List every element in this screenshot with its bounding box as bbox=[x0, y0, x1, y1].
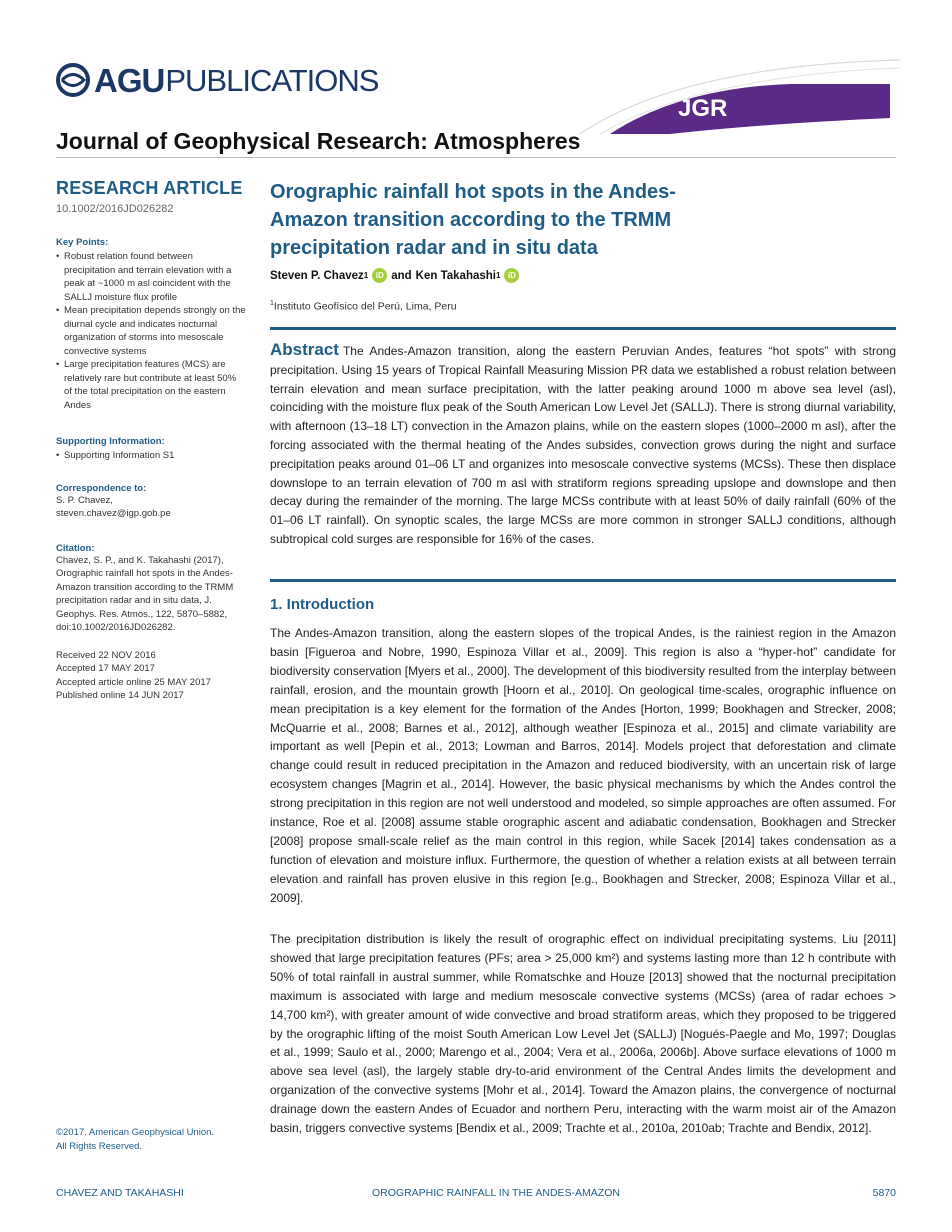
agu-publications-logo bbox=[56, 60, 378, 100]
intro-paragraph-1: The Andes-Amazon transition, along the eastern slopes of the tropical Andes, is the rainiest region in the Amazon basin [Figueroa and Nobre, 1990, Espinoza Villar et al., 2009]. This region is also a “hyper-hot” candidate for biodiversity conservation [Myers et al., 2000]. The development of this biodiversity resulted from the interplay between rainfall, erosion, and the mountain growth [Hoorn et al., 2010]. On geological time-scales, orographic influence on mean precipitation is a key element for the formation of the Andes [Horton, 1999; Bookhagen and Strecker, 2008; McQuarrie et al., 2008; Barnes et al., 2012], although weather [Espinoza et al., 2015] and climate variability are important as well [Pepin et al., 2013; Lowman and Barros, 2014]. Models project that deforestation and climate change could result in reduced precipitation in the Amazon and reduced biodiversity, with an uncertain risk of large ecosystem changes [Magrin et al., 2014]. However, the basic physical mechanisms by which the Andes control the strong precipitation in this region are not well understood and modeled, so simple approaches are often assumed. For instance, Roe et al. [2008] assume stable orographic ascent and adiabatic condensation, Bookhagen and Strecker [2008] propose small-scale relief as the main control in this region, while Sacek [2014] takes condensation as a function of elevation and moisture influx. Furthermore, the question of whether a relation exists at all between terrain elevation and rainfall has proven elusive in this region [e.g., Bookhagen and Strecker, 2008; Espinoza Villar et al., 2009]. bbox=[270, 626, 896, 905]
date-published: Published online 14 JUN 2017 bbox=[56, 690, 184, 701]
correspondence-name: S. P. Chavez, bbox=[56, 494, 113, 506]
supporting-info-list bbox=[56, 449, 246, 463]
orcid-icon[interactable]: iD bbox=[504, 268, 519, 283]
sidebar bbox=[56, 178, 246, 703]
jgr-label: JGR bbox=[678, 95, 728, 122]
key-point: • Large precipitation features (MCS) are relatively rare but contribute at least 50% of the total precipitation on the eastern Andes bbox=[56, 358, 246, 412]
section-divider bbox=[270, 579, 896, 582]
date-received: Received 22 NOV 2016 bbox=[56, 649, 156, 661]
author-2-sup: 1 bbox=[496, 271, 501, 280]
copyright bbox=[56, 1126, 214, 1154]
supporting-info-heading: Supporting Information: bbox=[56, 436, 165, 447]
article-title: Orographic rainfall hot spots in the Andes-Amazon transition according to the TRMM precipitation radar and in situ data bbox=[270, 181, 676, 259]
orcid-icon[interactable]: iD bbox=[372, 268, 387, 283]
header-divider bbox=[56, 157, 896, 158]
rights-line: All Rights Reserved. bbox=[56, 1141, 143, 1152]
authors bbox=[270, 268, 523, 283]
doi[interactable]: 10.1002/2016JD026282 bbox=[56, 203, 174, 215]
correspondence-heading: Correspondence to: bbox=[56, 482, 147, 494]
key-point: • Mean precipitation depends strongly on the diurnal cycle and indicates nocturnal organization of storms into mesoscale convective systems bbox=[56, 304, 246, 358]
correspondence-email[interactable]: steven.chavez@igp.gob.pe bbox=[56, 508, 171, 519]
journal-title: Journal of Geophysical Research: Atmospheres bbox=[56, 128, 581, 154]
agu-wordmark: AGU bbox=[94, 61, 165, 99]
citation-heading: Citation: bbox=[56, 542, 95, 554]
date-online: Accepted article online 25 MAY 2017 bbox=[56, 676, 211, 688]
author-conjunction: and bbox=[391, 269, 412, 282]
abstract-divider bbox=[270, 327, 896, 330]
agu-globe-icon bbox=[56, 63, 90, 97]
date-accepted: Accepted 17 MAY 2017 bbox=[56, 663, 155, 674]
author-1: Steven P. Chavez bbox=[270, 269, 364, 282]
author-1-sup: 1 bbox=[363, 271, 369, 280]
article-type: RESEARCH ARTICLE bbox=[56, 178, 243, 198]
jgr-banner bbox=[560, 58, 900, 134]
abstract-label: Abstract bbox=[270, 340, 339, 359]
footer-running-title: OROGRAPHIC RAINFALL IN THE ANDES-AMAZON bbox=[372, 1187, 620, 1199]
affiliation-sup: 1 bbox=[270, 300, 274, 307]
affiliation-text: Instituto Geofísico del Perú, Lima, Peru bbox=[273, 300, 457, 313]
affiliation bbox=[270, 300, 457, 313]
abstract-text: The Andes-Amazon transition, along the eastern Peruvian Andes, features “hot spots” with strong precipitation. Using 15 years of Tropical Rainfall Measuring Mission PR data we established a robust relation between terrain elevation and mean surface precipitation, with the latter peaking around 1000 m above sea level (asl), coinciding with the moisture flux peak of the South American Low Level Jet (SALLJ). There is strong diurnal variability, with afternoon (13–18 LT) convection in the Amazon plains, while on the eastern slopes (1000–2000 m asl), after the forcing associated with the thermal heating of the Andes subsides, convection grows during the night and surface precipitation peaks around 01–06 LT and organizes into mesoscale convective systems (MCSs). These then displace downslope to an terrain elevation of 700 m asl with stratiform regions spreading upslope and downslope and then decay during the remainder of the morning. The large MCSs contribute with at least 50% of daily rainfall (60% of the 01–06 LT rainfall). On synoptic scales, the large MCSs are more common in stronger SALLJ conditions, although subtropical cold surges are responsible for 16% of the cases. bbox=[270, 344, 896, 546]
author-2: Ken Takahashi bbox=[415, 269, 496, 282]
abstract bbox=[270, 341, 896, 549]
key-point: • Robust relation found between precipitation and terrain elevation with a peak at ~1000 m asl coincident with the SALLJ moisture flux profile bbox=[56, 250, 246, 304]
key-points-heading: Key Points: bbox=[56, 237, 109, 248]
publications-wordmark: PUBLICATIONS bbox=[165, 62, 379, 98]
intro-paragraph-2: The precipitation distribution is likely the result of orographic effect on individual precipitating systems. Liu [2011] showed that large precipitation features (PFs; area > 25,000 km²) and systems lasting more than 12 h contribute with 50% of total rainfall in austral summer, while Romatschke and Houze [2013] showed that the nocturnal precipitation maximum is associated with large and medium mesoscale convective systems (MCSs) (area of radar echoes > 14,700 km²), with greater amount of wide convective and broad stratiform areas, which they proposed to be triggered by the orographic lifting of the moist South American Low Level Jet (SALLJ) [Nogués-Paegle and Mo, 1997; Douglas et al., 1999; Saulo et al., 2000; Marengo et al., 2004; Vera et al., 2006a, 2006b]. Above surface elevations of 1000 m above sea level (asl), the largely stable dry-to-arid environment of the Central Andes limits the development and organization of the convective systems [Mohr et al., 2014]. Toward the Amazon plains, the convergence of nocturnal drainage down the eastern Andes of Ecuador and northern Peru, interacting with the warm moist air of the Amazon basin, triggers convective systems [Bendix et al., 2009; Trachte et al., 2010a, 2010ab; Trachte and Bendix, 2012]. bbox=[270, 932, 896, 1136]
supporting-info-link[interactable]: • Supporting Information S1 bbox=[56, 449, 246, 463]
page-number: 5870 bbox=[872, 1187, 896, 1199]
article-dates bbox=[56, 649, 246, 703]
section-title: 1. Introduction bbox=[270, 596, 375, 613]
copyright-line: ©2017. American Geophysical Union. bbox=[56, 1127, 215, 1138]
citation-text: Chavez, S. P., and K. Takahashi (2017), Orographic rainfall hot spots in the Andes-Amazon transition according to the TRMM precipitation radar and in situ data, J. Geophys. Res. Atmos., 122, 5870–5882, doi:10.1002/2016JD026282. bbox=[56, 554, 234, 633]
key-points-list bbox=[56, 250, 246, 412]
footer-authors: CHAVEZ AND TAKAHASHI bbox=[56, 1187, 184, 1199]
